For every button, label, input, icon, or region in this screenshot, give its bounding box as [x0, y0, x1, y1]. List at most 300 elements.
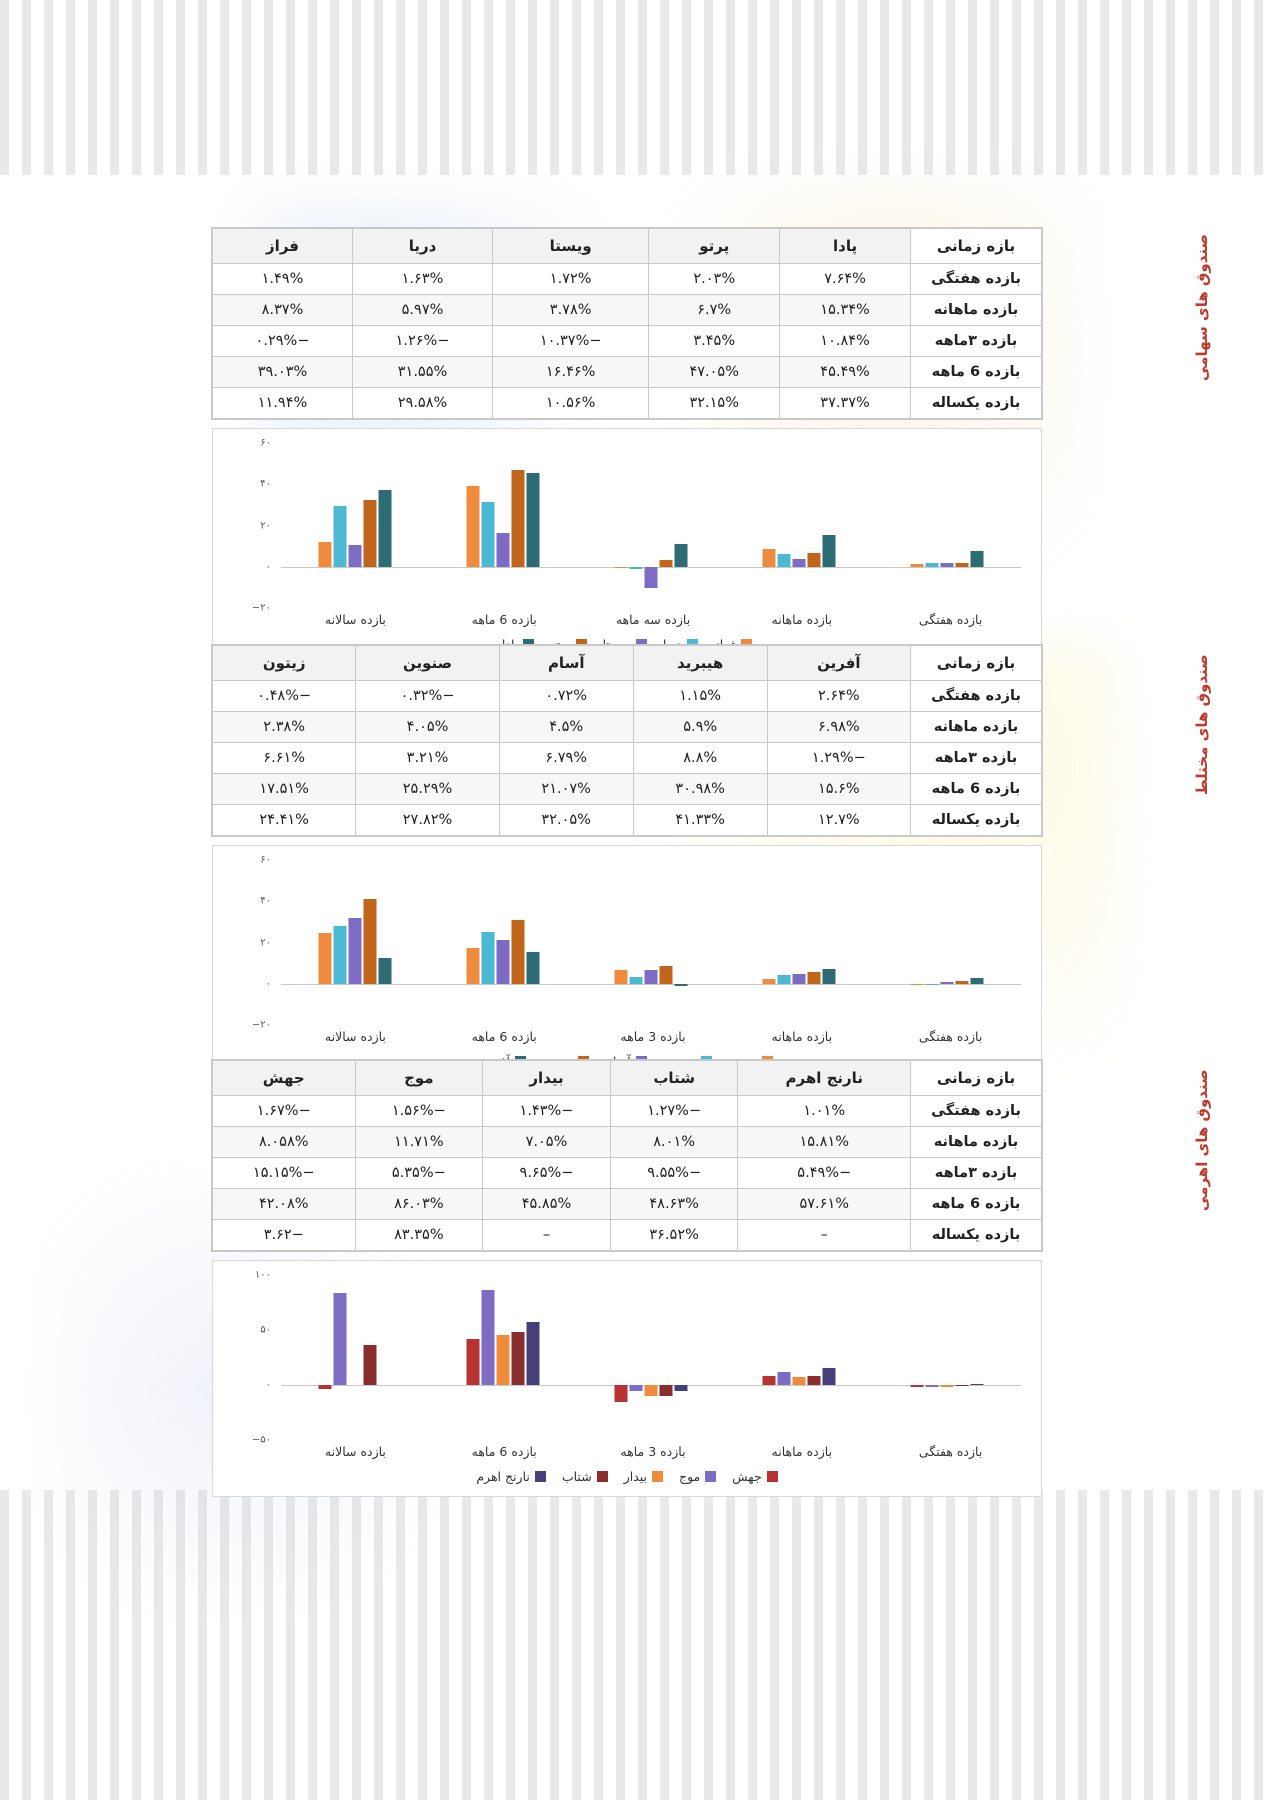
cell: ۲۵.۲۹% [356, 774, 499, 805]
bar-stack [763, 1275, 836, 1440]
bar [941, 563, 954, 567]
chart-card-equity [212, 428, 1042, 665]
bar [482, 1290, 495, 1385]
bar [349, 545, 362, 567]
legend-item[interactable] [624, 1469, 663, 1484]
bar [763, 1376, 776, 1385]
cell: ۳۷.۳۷% [780, 388, 911, 419]
plot-area [281, 860, 1021, 1025]
col-header: ویستا [493, 229, 649, 264]
row-label: بازده ماهانه [911, 295, 1042, 326]
col-header: آفرین [767, 646, 910, 681]
bar [630, 1385, 643, 1391]
cell: ۴.۵% [499, 712, 633, 743]
table-header-row [213, 229, 1042, 264]
bar [675, 1385, 688, 1391]
table-row [213, 774, 1042, 805]
cell: ۳۶.۵۲% [610, 1220, 738, 1251]
bar-stack [467, 1275, 540, 1440]
cell: ۱.۷۲% [493, 264, 649, 295]
bar [926, 563, 939, 566]
bar-group [725, 860, 873, 1025]
col-header: پادا [780, 229, 911, 264]
cell: ۲۴.۴۱% [213, 805, 356, 836]
legend-label: بیدار [623, 1469, 648, 1484]
fund-table-leveraged-wrapper [212, 1060, 1042, 1251]
cell: ۸.۰۵۸% [213, 1127, 356, 1158]
table-row [213, 805, 1042, 836]
bar-groups [281, 443, 1021, 608]
legend-item[interactable] [562, 1469, 608, 1484]
row-label: بازده 6 ماهه [911, 774, 1042, 805]
bar-group [577, 860, 725, 1025]
table-row [213, 1220, 1042, 1251]
cell: ۳.۴۵% [649, 326, 780, 357]
cell: ۱۰.۸۴% [780, 326, 911, 357]
bar-stack [319, 1275, 392, 1440]
bar-groups [281, 1275, 1021, 1440]
bar [808, 1376, 821, 1385]
cell: ۸.۸% [633, 743, 767, 774]
bar [497, 940, 510, 983]
table-header-row [213, 1061, 1042, 1096]
bar [334, 506, 347, 567]
col-header: نارنج اهرم [738, 1061, 911, 1096]
bar [512, 920, 525, 984]
cell: ۶.۷۹% [499, 743, 633, 774]
cell: −۳.۶۲ [213, 1220, 356, 1251]
bar [793, 1377, 806, 1385]
bar [763, 549, 776, 566]
bar [956, 563, 969, 567]
row-label: بازده ۳ماهه [911, 1158, 1042, 1189]
bar-chart-equity [212, 428, 1042, 665]
bar [793, 974, 806, 983]
bar [971, 551, 984, 567]
x-tick-label: بازده 6 ماهه [471, 612, 537, 627]
bar [334, 926, 347, 983]
cell: ۳۲.۱۵% [649, 388, 780, 419]
bar [778, 975, 791, 983]
col-header: آسام [499, 646, 633, 681]
cell: ۴۱.۳۳% [633, 805, 767, 836]
col-header: پرتو [649, 229, 780, 264]
col-header: شتاب [610, 1061, 738, 1096]
row-label: بازده ۳ماهه [911, 326, 1042, 357]
x-axis-labels [229, 1444, 1025, 1459]
bar-stack [615, 443, 688, 608]
cell: ۳۹.۰۳% [213, 357, 353, 388]
bar [630, 567, 643, 570]
legend-label: موج [679, 1469, 701, 1484]
cell: ۸۳.۳۵% [355, 1220, 483, 1251]
table-header [213, 229, 1042, 264]
row-label: بازده هفتگی [911, 264, 1042, 295]
bar-stack [615, 860, 688, 1025]
cell: ۱.۴۹% [213, 264, 353, 295]
col-header: جهش [213, 1061, 356, 1096]
cell: ۶.۷% [649, 295, 780, 326]
legend-label: جهش [732, 1469, 762, 1484]
row-label: بازده ۳ماهه [911, 743, 1042, 774]
cell: −۱۵.۱۵% [213, 1158, 356, 1189]
cell: ۲۱.۰۷% [499, 774, 633, 805]
cell: ۱۰.۵۶% [493, 388, 649, 419]
chart-card-mixed [212, 845, 1042, 1082]
y-axis [229, 1269, 275, 1446]
cell: −۹.۶۵% [483, 1158, 611, 1189]
table-row [213, 1189, 1042, 1220]
legend-swatch [652, 1471, 663, 1482]
cell: ۴۲.۰۸% [213, 1189, 356, 1220]
table-row [213, 1127, 1042, 1158]
table-row [213, 743, 1042, 774]
cell: ۴۵.۸۵% [483, 1189, 611, 1220]
legend-swatch [535, 1471, 546, 1482]
bar [467, 948, 480, 984]
cell: ۷.۰۵% [483, 1127, 611, 1158]
bar-group [429, 443, 577, 608]
bar-chart-leveraged [212, 1260, 1042, 1497]
col-header: صنوین [356, 646, 499, 681]
chart-legend [213, 1459, 1041, 1496]
row-label: بازده هفتگی [911, 681, 1042, 712]
y-tick-label: ۴۰ [260, 895, 271, 907]
x-tick-label: بازده سه ماهه [615, 612, 691, 627]
bar [497, 1335, 510, 1385]
bar [941, 982, 954, 983]
cell: ۳.۷۸% [493, 295, 649, 326]
cell: ۳۰.۹۸% [633, 774, 767, 805]
cell: −۰.۳۲% [356, 681, 499, 712]
bar-group [429, 860, 577, 1025]
cell: ۴۵.۴۹% [780, 357, 911, 388]
cell: ۴۸.۶۳% [610, 1189, 738, 1220]
x-axis-labels [229, 612, 1025, 627]
cell: ۳۲.۰۵% [499, 805, 633, 836]
legend-item[interactable] [679, 1469, 716, 1484]
table-body [213, 681, 1042, 836]
x-tick-label: بازده هفتگی [918, 1029, 983, 1044]
bar [379, 958, 392, 984]
bar [482, 502, 495, 567]
cell: ۱۲.۷% [767, 805, 910, 836]
row-label: بازده یکساله [911, 805, 1042, 836]
row-label: بازده یکساله [911, 388, 1042, 419]
bar [823, 1368, 836, 1385]
cell: −۵.۴۹% [738, 1158, 911, 1189]
row-label: بازده ماهانه [911, 712, 1042, 743]
row-label: بازده ماهانه [911, 1127, 1042, 1158]
bar-stack [911, 860, 984, 1025]
bar [660, 966, 673, 984]
row-label: بازده 6 ماهه [911, 1189, 1042, 1220]
table-row [213, 1096, 1042, 1127]
x-tick-label: بازده 6 ماهه [471, 1444, 537, 1459]
section-title-leveraged: صندوق های اهرمی [1193, 1069, 1211, 1211]
x-axis-labels [229, 1029, 1025, 1044]
bar [527, 473, 540, 567]
cell: ۶.۹۸% [767, 712, 910, 743]
bar [467, 486, 480, 566]
x-tick-label: بازده 3 ماهه [620, 1029, 686, 1044]
bar [956, 1385, 969, 1386]
bar [364, 500, 377, 566]
cell: −۱۰.۳۷% [493, 326, 649, 357]
bar [823, 535, 836, 567]
y-tick-label: ۴۰ [260, 478, 271, 490]
cell: ۲.۰۳% [649, 264, 780, 295]
x-tick-label: بازده ماهانه [771, 1029, 833, 1044]
plot-area [281, 1275, 1021, 1440]
fund-table-equity-wrapper [212, 228, 1042, 419]
y-tick-label: ۰ [265, 1379, 271, 1391]
bar [675, 984, 688, 987]
cell: −۵.۳۵% [355, 1158, 483, 1189]
col-header: بیدار [483, 1061, 611, 1096]
table-body [213, 1096, 1042, 1251]
col-header: هیبرید [633, 646, 767, 681]
y-tick-label: ۱۰۰ [254, 1269, 271, 1281]
bar [808, 972, 821, 984]
table-row [213, 326, 1042, 357]
bar [793, 559, 806, 567]
bar-group [281, 1275, 429, 1440]
bar-group [281, 443, 429, 608]
bar [660, 560, 673, 567]
bar-stack [467, 860, 540, 1025]
legend-item[interactable] [732, 1469, 777, 1484]
y-tick-label: ۰ [265, 561, 271, 573]
cell: −۱.۴۳% [483, 1096, 611, 1127]
x-tick-label: بازده ماهانه [771, 612, 833, 627]
bar [319, 1385, 332, 1389]
cell: ۸.۰۱% [610, 1127, 738, 1158]
bar-group [873, 860, 1021, 1025]
y-tick-label: −۲۰ [251, 602, 271, 614]
table-row [213, 388, 1042, 419]
bar [364, 899, 377, 984]
bar-group [725, 443, 873, 608]
y-tick-label: ۶۰ [260, 437, 271, 449]
section-title-mixed: صندوق های مختلط [1193, 654, 1211, 796]
col-header: موج [355, 1061, 483, 1096]
bar [467, 1339, 480, 1385]
cell: −۱.۲۶% [353, 326, 493, 357]
table-row [213, 264, 1042, 295]
bar [645, 970, 658, 984]
chart-card-leveraged [212, 1260, 1042, 1497]
y-tick-label: ۲۰ [260, 937, 271, 948]
row-label: بازده هفتگی [911, 1096, 1042, 1127]
bar [660, 1385, 673, 1396]
bar [615, 567, 628, 568]
col-header: دریا [353, 229, 493, 264]
table-row [213, 295, 1042, 326]
x-tick-label: بازده سالانه [324, 1029, 386, 1044]
row-label: بازده 6 ماهه [911, 357, 1042, 388]
cell: ۱۵.۳۴% [780, 295, 911, 326]
bar-groups [281, 860, 1021, 1025]
bar [630, 977, 643, 984]
table-header [213, 646, 1042, 681]
cell: −۱.۵۶% [355, 1096, 483, 1127]
bar [319, 542, 332, 567]
fund-table-mixed-wrapper [212, 645, 1042, 836]
cell: −۱.۲۹% [767, 743, 910, 774]
bar-stack [911, 443, 984, 608]
cell: ۱۷.۵۱% [213, 774, 356, 805]
bar [911, 564, 924, 567]
cell: ۲۷.۸۲% [356, 805, 499, 836]
col-header: فراز [213, 229, 353, 264]
legend-swatch [597, 1471, 608, 1482]
bar-stack [319, 860, 392, 1025]
cell: – [483, 1220, 611, 1251]
fund-table-equity [212, 228, 1042, 419]
x-tick-label: بازده 3 ماهه [620, 1444, 686, 1459]
bar [527, 1322, 540, 1385]
cell: −۰.۴۸% [213, 681, 356, 712]
x-tick-label: بازده ماهانه [771, 1444, 833, 1459]
chart-plot [229, 854, 1025, 1031]
bar-stack [615, 1275, 688, 1440]
decorative-stripe-band-bottom [0, 1490, 1271, 1800]
table-header [213, 1061, 1042, 1096]
cell: ۳۱.۵۵% [353, 357, 493, 388]
bar [379, 490, 392, 567]
bar [808, 553, 821, 567]
bar [497, 533, 510, 567]
bar [615, 970, 628, 984]
table-row [213, 712, 1042, 743]
bar-group [577, 1275, 725, 1440]
chart-plot [229, 437, 1025, 614]
legend-swatch [767, 1471, 778, 1482]
fund-table-mixed [212, 645, 1042, 836]
cell: ۱۶.۴۶% [493, 357, 649, 388]
bar [512, 470, 525, 567]
bar-stack [319, 443, 392, 608]
table-header-row [213, 646, 1042, 681]
bar-group [281, 860, 429, 1025]
y-tick-label: ۶۰ [260, 854, 271, 866]
bar [645, 567, 658, 588]
bar [911, 1385, 924, 1387]
bar [926, 984, 939, 985]
bar [926, 1385, 939, 1387]
y-tick-label: ۲۰ [260, 520, 271, 531]
x-tick-label: بازده 6 ماهه [471, 1029, 537, 1044]
bar-stack [763, 443, 836, 608]
bar-group [429, 1275, 577, 1440]
bar [956, 981, 969, 983]
bar [971, 978, 984, 983]
cell: ۳.۲۱% [356, 743, 499, 774]
bar-stack [467, 443, 540, 608]
cell: ۲۹.۵۸% [353, 388, 493, 419]
cell: ۸.۳۷% [213, 295, 353, 326]
cell: ۴.۰۵% [356, 712, 499, 743]
cell: ۱.۰۱% [738, 1096, 911, 1127]
table-row [213, 1158, 1042, 1189]
cell: – [738, 1220, 911, 1251]
cell: ۵.۹۷% [353, 295, 493, 326]
cell: ۴۷.۰۵% [649, 357, 780, 388]
bar [823, 969, 836, 983]
bar [349, 918, 362, 984]
bar [334, 1293, 347, 1385]
row-label: بازده یکساله [911, 1220, 1042, 1251]
x-tick-label: بازده هفتگی [918, 1444, 983, 1459]
legend-swatch [705, 1471, 716, 1482]
cell: ۱۵.۶% [767, 774, 910, 805]
y-axis [229, 854, 275, 1031]
bar-group [873, 1275, 1021, 1440]
x-tick-label: بازده سالانه [324, 1444, 386, 1459]
cell: −۹.۵۵% [610, 1158, 738, 1189]
bar-group [873, 443, 1021, 608]
bar-group [725, 1275, 873, 1440]
plot-area [281, 443, 1021, 608]
y-tick-label: −۵۰ [251, 1434, 271, 1446]
cell: ۷.۶۴% [780, 264, 911, 295]
cell: ۱.۱۵% [633, 681, 767, 712]
bar [615, 1385, 628, 1402]
col-header: بازه زمانی [911, 229, 1042, 264]
col-header: بازه زمانی [911, 646, 1042, 681]
section-title-equity: صندوق های سهامی [1193, 234, 1211, 382]
cell: ۲.۶۴% [767, 681, 910, 712]
bar-stack [763, 860, 836, 1025]
cell: ۵.۹% [633, 712, 767, 743]
col-header: زیتون [213, 646, 356, 681]
y-tick-label: ۵۰ [260, 1324, 271, 1336]
bar [778, 1372, 791, 1385]
cell: ۸۶.۰۳% [355, 1189, 483, 1220]
x-tick-label: بازده هفتگی [918, 612, 983, 627]
chart-plot [229, 1269, 1025, 1446]
cell: −۱.۲۷% [610, 1096, 738, 1127]
cell: −۱.۶۷% [213, 1096, 356, 1127]
bar [941, 1385, 954, 1387]
cell: ۱.۶۳% [353, 264, 493, 295]
cell: −۰.۲۹% [213, 326, 353, 357]
table-row [213, 357, 1042, 388]
y-axis [229, 437, 275, 614]
cell: ۵۷.۶۱% [738, 1189, 911, 1220]
decorative-stripe-band-top [0, 0, 1271, 175]
table-row [213, 681, 1042, 712]
cell: ۱۱.۹۴% [213, 388, 353, 419]
fund-table-leveraged [212, 1060, 1042, 1251]
x-tick-label: بازده سالانه [324, 612, 386, 627]
bar [645, 1385, 658, 1396]
legend-label: نارنج اهرم [476, 1469, 530, 1484]
bar [763, 979, 776, 984]
bar-stack [911, 1275, 984, 1440]
cell: ۱۵.۸۱% [738, 1127, 911, 1158]
col-header: بازه زمانی [911, 1061, 1042, 1096]
table-body [213, 264, 1042, 419]
cell: ۶.۶۱% [213, 743, 356, 774]
cell: ۱۱.۷۱% [355, 1127, 483, 1158]
y-tick-label: −۲۰ [251, 1019, 271, 1031]
bar-chart-mixed [212, 845, 1042, 1082]
bar-group [577, 443, 725, 608]
legend-item[interactable] [476, 1469, 546, 1484]
legend-label: شتاب [561, 1469, 592, 1484]
